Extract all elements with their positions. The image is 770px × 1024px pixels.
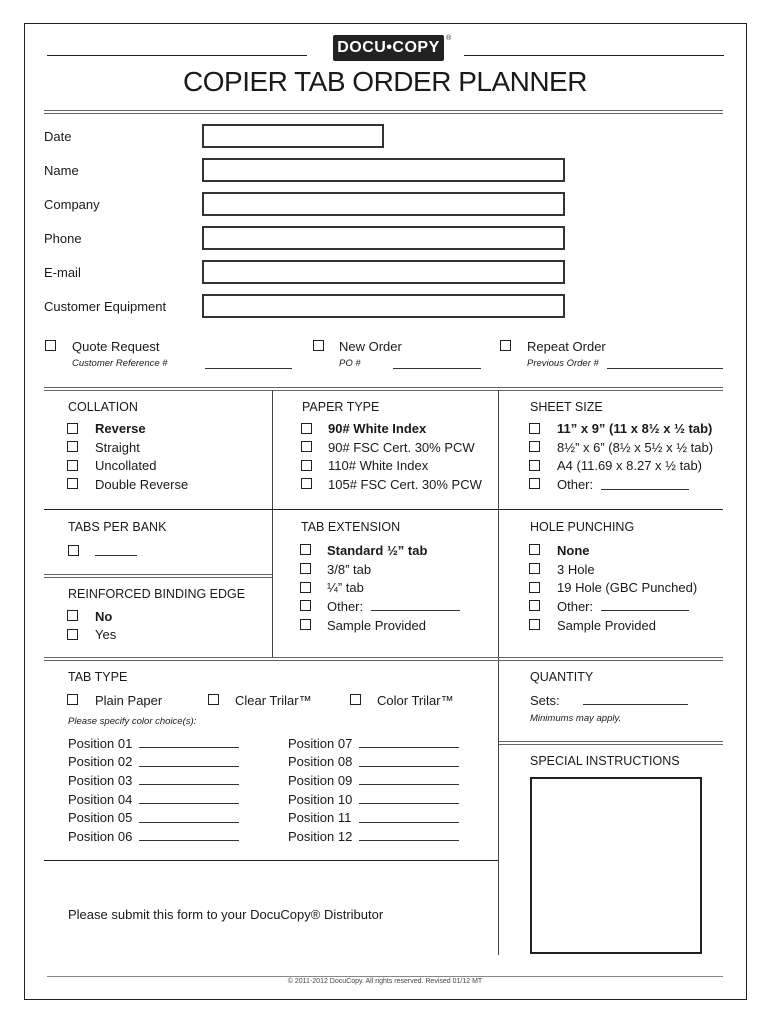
hole-punching-heading: HOLE PUNCHING <box>530 520 635 534</box>
reinforced-no-label: No <box>95 609 113 624</box>
phone-field[interactable] <box>202 226 565 250</box>
paper-90-fsc-checkbox[interactable] <box>301 441 312 452</box>
reinforced-yes-checkbox[interactable] <box>67 629 78 640</box>
previous-order-label: Previous Order # <box>527 358 599 369</box>
collation-double-reverse-label: Double Reverse <box>95 477 189 492</box>
tabs-per-bank-line[interactable] <box>95 555 137 556</box>
collation-heading: COLLATION <box>68 400 138 414</box>
position-11-line[interactable] <box>359 822 459 823</box>
email-label: E-mail <box>44 265 81 280</box>
repeat-order-label: Repeat Order <box>527 339 606 354</box>
hole-3-checkbox[interactable] <box>529 563 540 574</box>
sheet-other-checkbox[interactable] <box>529 478 540 489</box>
position-06-line[interactable] <box>139 840 239 841</box>
paper-90-white-label: 90# White Index <box>328 421 427 436</box>
sheet-other-line[interactable] <box>601 489 689 490</box>
company-field[interactable] <box>202 192 565 216</box>
sheet-11x9-checkbox[interactable] <box>529 423 540 434</box>
name-field[interactable] <box>202 158 565 182</box>
ext-3-8-label: 3/8” tab <box>327 562 372 577</box>
position-01-label: Position 01 <box>68 736 133 751</box>
hole-other-checkbox[interactable] <box>529 600 540 611</box>
hole-none-checkbox[interactable] <box>529 544 540 555</box>
footer-rule <box>47 976 723 977</box>
position-02-label: Position 02 <box>68 754 133 769</box>
row-divider-1 <box>44 509 723 510</box>
position-11-label: Position 11 <box>288 810 352 825</box>
date-field[interactable] <box>202 124 384 148</box>
ext-3-8-checkbox[interactable] <box>300 563 311 574</box>
col-divider-2 <box>498 390 499 955</box>
col-divider-1 <box>272 390 273 657</box>
ext-1-4-checkbox[interactable] <box>300 582 311 593</box>
paper-90-fsc-label: 90# FSC Cert. 30% PCW <box>328 440 475 455</box>
reinforced-heading: REINFORCED BINDING EDGE <box>68 587 246 601</box>
positions-divider <box>44 860 498 861</box>
position-12-label: Position 12 <box>288 829 353 844</box>
tab-type-heading: TAB TYPE <box>68 670 128 684</box>
quantity-heading: QUANTITY <box>530 670 594 684</box>
customer-reference-line[interactable] <box>205 368 292 369</box>
position-04-line[interactable] <box>139 803 239 804</box>
collation-uncollated-checkbox[interactable] <box>67 460 78 471</box>
tabs-per-bank-heading: TABS PER BANK <box>68 520 167 534</box>
sheet-8x6-checkbox[interactable] <box>529 441 540 452</box>
position-04-label: Position 04 <box>68 792 133 807</box>
repeat-order-checkbox[interactable] <box>500 340 511 351</box>
row-divider-2 <box>44 657 723 661</box>
tabs-per-bank-checkbox[interactable] <box>68 545 79 556</box>
ext-other-checkbox[interactable] <box>300 600 311 611</box>
position-05-label: Position 05 <box>68 810 133 825</box>
collation-reverse-checkbox[interactable] <box>67 423 78 434</box>
docucopy-logo: DOCU•COPY <box>333 35 444 61</box>
position-03-label: Position 03 <box>68 773 133 788</box>
equipment-label: Customer Equipment <box>44 299 167 314</box>
clear-trilar-checkbox[interactable] <box>208 694 219 705</box>
ext-sample-checkbox[interactable] <box>300 619 311 630</box>
plain-paper-label: Plain Paper <box>95 693 163 708</box>
sheet-other-label: Other: <box>557 477 594 492</box>
submit-note: Please submit this form to your DocuCopy® Distributor <box>68 907 384 922</box>
position-02-line[interactable] <box>139 766 239 767</box>
collation-reverse-label: Reverse <box>95 421 146 436</box>
paper-90-white-checkbox[interactable] <box>301 423 312 434</box>
paper-105-fsc-checkbox[interactable] <box>301 478 312 489</box>
sets-label: Sets: <box>530 693 560 708</box>
tab-extension-heading: TAB EXTENSION <box>301 520 401 534</box>
position-10-line[interactable] <box>359 803 459 804</box>
position-03-line[interactable] <box>139 784 239 785</box>
ext-standard-checkbox[interactable] <box>300 544 311 555</box>
date-label: Date <box>44 129 72 144</box>
reinforced-no-checkbox[interactable] <box>67 610 78 621</box>
hole-sample-checkbox[interactable] <box>529 619 540 630</box>
hole-none-label: None <box>557 543 590 558</box>
quote-request-checkbox[interactable] <box>45 340 56 351</box>
plain-paper-checkbox[interactable] <box>67 694 78 705</box>
po-number-line[interactable] <box>393 368 481 369</box>
collation-uncollated-label: Uncollated <box>95 458 157 473</box>
reinforced-yes-label: Yes <box>95 627 117 642</box>
position-09-line[interactable] <box>359 784 459 785</box>
quantity-divider <box>499 741 723 745</box>
equipment-field[interactable] <box>202 294 565 318</box>
ext-sample-label: Sample Provided <box>327 618 426 633</box>
hole-other-label: Other: <box>557 599 594 614</box>
paper-110-white-checkbox[interactable] <box>301 460 312 471</box>
hole-19-checkbox[interactable] <box>529 582 540 593</box>
minimums-note: Minimums may apply. <box>530 713 622 724</box>
position-12-line[interactable] <box>359 840 459 841</box>
hole-sample-label: Sample Provided <box>557 618 656 633</box>
paper-type-heading: PAPER TYPE <box>302 400 380 414</box>
hole-19-label: 19 Hole (GBC Punched) <box>557 580 698 595</box>
sheet-8x6-label: 8½” x 6” (8½ x 5½ x ½ tab) <box>557 440 714 455</box>
new-order-label: New Order <box>339 339 402 354</box>
position-09-label: Position 09 <box>288 773 353 788</box>
collation-double-reverse-checkbox[interactable] <box>67 478 78 489</box>
registered-mark: ® <box>446 35 452 42</box>
name-label: Name <box>44 163 79 178</box>
color-trilar-label: Color Trilar™ <box>377 693 454 708</box>
hole-3-label: 3 Hole <box>557 562 595 577</box>
collation-straight-checkbox[interactable] <box>67 441 78 452</box>
special-instructions-box[interactable] <box>530 777 702 954</box>
position-10-label: Position 10 <box>288 792 353 807</box>
tabs-bank-divider <box>44 574 272 578</box>
ext-1-4-label: ¼” tab <box>327 580 364 595</box>
clear-trilar-label: Clear Trilar™ <box>235 693 312 708</box>
ext-other-label: Other: <box>327 599 364 614</box>
special-instructions-heading: SPECIAL INSTRUCTIONS <box>530 754 680 768</box>
header-rule-left <box>47 55 307 56</box>
copyright-footer: © 2011-2012 DocuCopy. All rights reserved. Revised 01/12 MT <box>287 978 483 985</box>
collation-straight-label: Straight <box>95 440 140 455</box>
color-choice-note: Please specify color choice(s): <box>68 716 197 727</box>
position-07-label: Position 07 <box>288 736 353 751</box>
color-trilar-checkbox[interactable] <box>350 694 361 705</box>
position-08-label: Position 08 <box>288 754 353 769</box>
sheet-a4-label: A4 (11.69 x 8.27 x ½ tab) <box>557 458 703 473</box>
phone-label: Phone <box>44 231 82 246</box>
sets-line[interactable] <box>583 704 688 705</box>
title-divider <box>44 110 723 114</box>
ext-other-line[interactable] <box>371 610 460 611</box>
sheet-size-heading: SHEET SIZE <box>530 400 603 414</box>
quote-request-label: Quote Request <box>72 339 160 354</box>
paper-105-fsc-label: 105# FSC Cert. 30% PCW <box>328 477 482 492</box>
new-order-checkbox[interactable] <box>313 340 324 351</box>
section-divider-top <box>44 387 723 391</box>
email-field[interactable] <box>202 260 565 284</box>
position-05-line[interactable] <box>139 822 239 823</box>
ext-standard-label: Standard ½” tab <box>327 543 428 558</box>
position-07-line[interactable] <box>359 747 459 748</box>
position-06-label: Position 06 <box>68 829 133 844</box>
po-number-label: PO # <box>339 358 361 369</box>
paper-110-white-label: 110# White Index <box>328 458 429 473</box>
position-08-line[interactable] <box>359 766 459 767</box>
previous-order-line[interactable] <box>607 368 723 369</box>
page-title: COPIER TAB ORDER PLANNER <box>183 66 587 97</box>
sheet-a4-checkbox[interactable] <box>529 460 540 471</box>
header-rule-right <box>464 55 724 56</box>
position-01-line[interactable] <box>139 747 239 748</box>
sheet-11x9-label: 11” x 9” (11 x 8½ x ½ tab) <box>557 421 713 436</box>
company-label: Company <box>44 197 100 212</box>
customer-reference-label: Customer Reference # <box>72 358 168 369</box>
hole-other-line[interactable] <box>601 610 689 611</box>
